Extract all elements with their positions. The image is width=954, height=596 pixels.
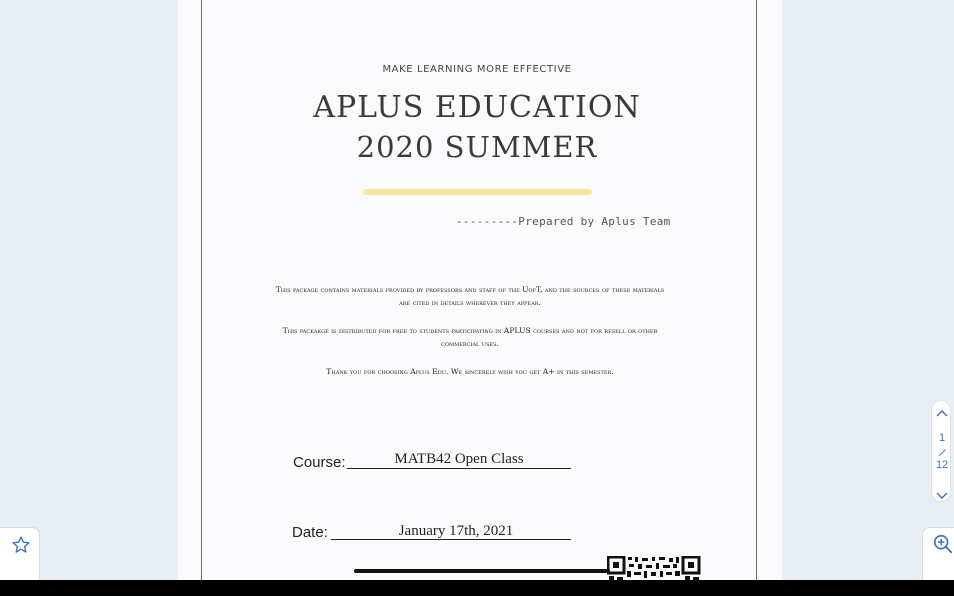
- course-value: MATB42 Open Class: [394, 451, 524, 467]
- chevron-down-icon[interactable]: [936, 487, 948, 505]
- page-navigator: [931, 400, 951, 502]
- bottom-bar: [0, 580, 954, 596]
- title-line-1: APLUS EDUCATION: [313, 90, 641, 125]
- page-separator: [939, 449, 946, 456]
- paragraph-2: This packakge is distributed for free to students participating in APLUS courses and not for resell or other commercial uses.: [282, 326, 658, 348]
- total-pages: 12: [935, 459, 949, 471]
- course-underline: [347, 468, 571, 469]
- paragraph-1: This package contains materials provided by professors and staff of the UofT, and the sources of these materials are cited in details wherever they appear.: [275, 285, 665, 307]
- zoom-in-icon[interactable]: [932, 533, 954, 560]
- course-label: Course:: [293, 454, 346, 471]
- star-icon[interactable]: [11, 535, 31, 560]
- tagline: MAKE LEARNING MORE EFFECTIVE: [382, 64, 572, 75]
- date-value: January 17th, 2021: [398, 523, 514, 539]
- page-scroll-indicator[interactable]: [354, 569, 610, 573]
- favorite-panel: [0, 527, 40, 587]
- title-line-2: 2020 SUMMER: [356, 130, 598, 164]
- date-label: Date:: [292, 524, 328, 541]
- zoom-panel: [922, 527, 954, 587]
- current-page: 1: [938, 432, 946, 444]
- paragraph-3: Thank you for choosing Aplus Edu. We sincerely wish you get A+ in this semester.: [326, 367, 614, 376]
- qr-code: [607, 556, 701, 580]
- chevron-up-icon[interactable]: [936, 406, 948, 424]
- prepared-by: ---------Prepared by Aplus Team: [456, 215, 671, 228]
- title-highlight: [363, 189, 592, 195]
